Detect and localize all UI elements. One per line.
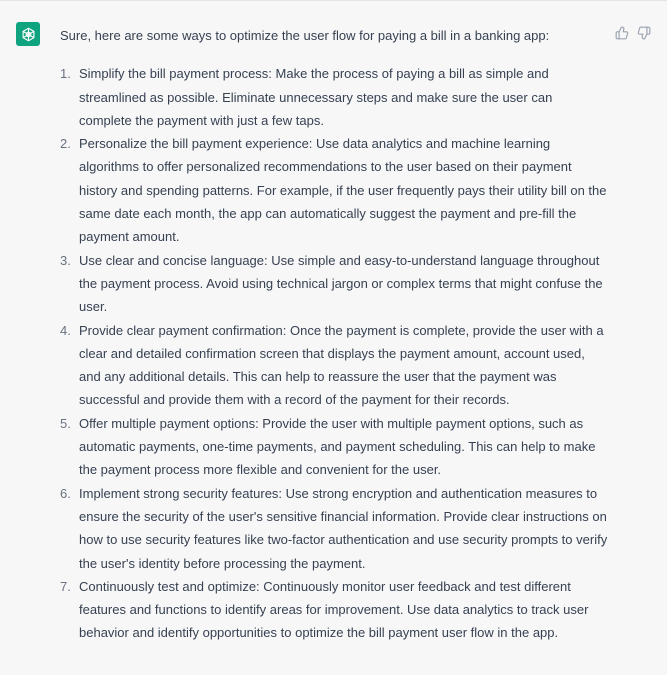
- message-content: [60, 24, 608, 645]
- list-item: [60, 482, 608, 575]
- list-item-text: Personalize the bill payment experience: Use data analytics and machine learning algorithms to offer personalized recommendations to the user based on their payment history and spending patterns. For example, if the user frequently pays their utility bill on the same date each month, the app can automatically suggest the payment and pre-fill the payment amount.: [79, 136, 607, 245]
- assistant-avatar: [16, 22, 40, 46]
- list-number: 6.: [60, 485, 71, 501]
- list-item-text: Provide clear payment confirmation: Once the payment is complete, provide the user with a clear and detailed confirmation screen that displays the payment amount, account used, and any additional details. This can help to reassure the user that the payment was successful and provide them with a record of the payment for their records.: [79, 322, 604, 408]
- optimization-list: [60, 62, 608, 644]
- list-number: 2.: [60, 136, 71, 152]
- list-number: 4.: [60, 322, 71, 338]
- list-item: [60, 62, 608, 132]
- thumbs-down-icon: [637, 26, 651, 40]
- list-item: [60, 412, 608, 482]
- list-item-text: Use clear and concise language: Use simple and easy-to-understand language throughout the payment process. Avoid using technical jargon or complex terms that might confuse the user.: [79, 252, 603, 315]
- list-number: 1.: [60, 66, 71, 82]
- list-number: 3.: [60, 252, 71, 268]
- feedback-buttons: [615, 26, 651, 40]
- list-item-text: Offer multiple payment options: Provide the user with multiple payment options, such as automatic payments, one-time payments, and payment scheduling. This can help to make the payment process more flexible and convenient for the user.: [79, 415, 596, 478]
- thumbs-down-button[interactable]: [637, 26, 651, 40]
- list-item-text: Simplify the bill payment process: Make the process of paying a bill as simple and streamlined as possible. Eliminate unnecessary steps and make sure the user can complete the payment with just a few taps.: [79, 66, 553, 128]
- list-item-text: Continuously test and optimize: Continuously monitor user feedback and test different features and functions to identify areas for improvement. Use data analytics to track user behavior and identify opportunities to optimize the bill payment user flow in the app.: [79, 578, 589, 641]
- list-item: [60, 132, 608, 248]
- thumbs-up-button[interactable]: [615, 26, 629, 40]
- list-number: 7.: [60, 578, 71, 594]
- openai-logo-icon: [20, 26, 37, 43]
- list-number: 5.: [60, 415, 71, 431]
- thumbs-up-icon: [615, 26, 629, 40]
- list-item-text: Implement strong security features: Use strong encryption and authentication measures to ensure the security of the user's sensitive financial information. Provide clear instructions on how to use security features like two-factor authentication and use security prompts to verify the user's identity before processing the payment.: [79, 485, 608, 571]
- list-item: [60, 249, 608, 319]
- message-intro: Sure, here are some ways to optimize the user flow for paying a bill in a banking app:: [60, 28, 550, 43]
- list-item: [60, 575, 608, 645]
- list-item: [60, 319, 608, 412]
